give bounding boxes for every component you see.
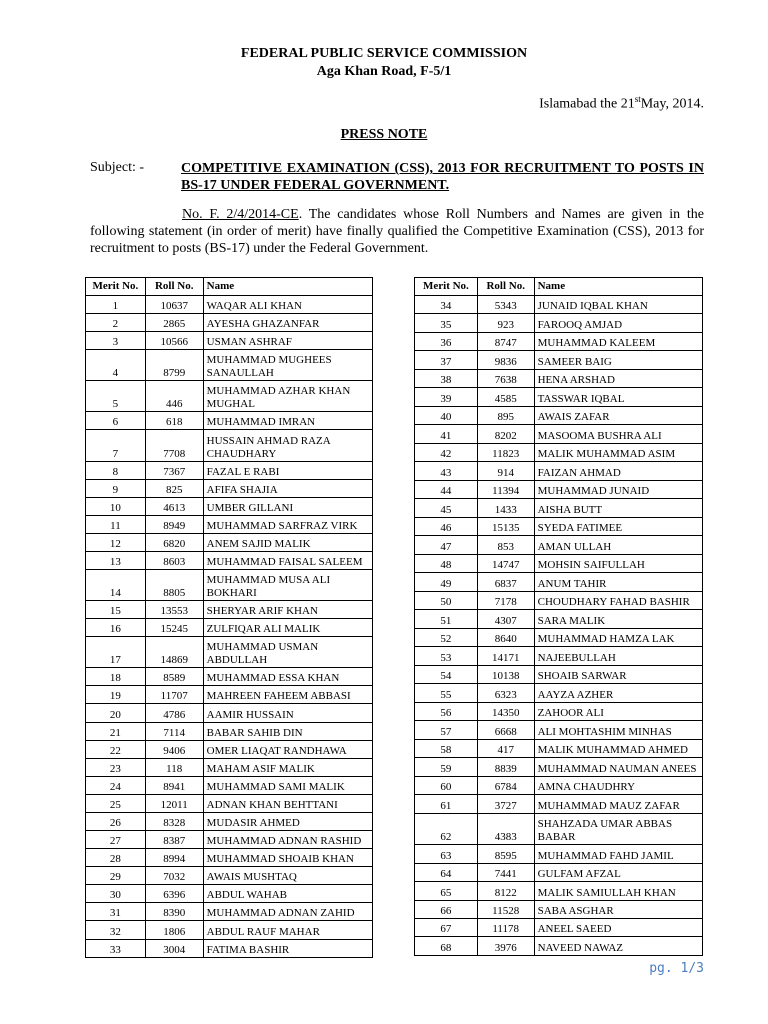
table-row — [86, 430, 373, 461]
name-cell: ANEM SAJID MALIK — [203, 533, 372, 551]
roll-no-cell: 3976 — [477, 937, 534, 955]
table-row — [86, 867, 373, 885]
header-name: Name — [534, 278, 702, 296]
roll-no-cell: 1433 — [477, 499, 534, 517]
name-cell: AWAIS ZAFAR — [534, 406, 702, 424]
name-cell: MUHAMMAD MUSA ALI BOKHARI — [203, 570, 372, 601]
table-row — [415, 882, 703, 900]
merit-no-cell: 31 — [86, 903, 146, 921]
merit-no-cell: 52 — [415, 628, 478, 646]
roll-no-cell: 7178 — [477, 591, 534, 609]
name-cell: AAMIR HUSSAIN — [203, 704, 372, 722]
merit-no-cell: 45 — [415, 499, 478, 517]
table-row — [415, 314, 703, 332]
table-row — [415, 721, 703, 739]
table-row — [415, 937, 703, 955]
name-cell: ANUM TAHIR — [534, 573, 702, 591]
roll-no-cell: 8799 — [145, 350, 203, 381]
date-suffix: st — [634, 94, 641, 104]
name-cell: AISHA BUTT — [534, 499, 702, 517]
merit-no-cell: 59 — [415, 758, 478, 776]
roll-no-cell: 9836 — [477, 351, 534, 369]
roll-no-cell: 923 — [477, 314, 534, 332]
name-cell: AMNA CHAUDHRY — [534, 776, 702, 794]
roll-no-cell: 8328 — [145, 812, 203, 830]
roll-no-cell: 3727 — [477, 795, 534, 813]
roll-no-cell: 8387 — [145, 831, 203, 849]
merit-no-cell: 63 — [415, 845, 478, 863]
table-header-row — [86, 278, 373, 296]
roll-no-cell: 8994 — [145, 849, 203, 867]
table-row — [415, 813, 703, 844]
table-row — [415, 517, 703, 535]
table-row — [86, 668, 373, 686]
roll-no-cell: 853 — [477, 536, 534, 554]
header-name: Name — [203, 278, 372, 296]
table-row — [86, 794, 373, 812]
roll-no-cell: 895 — [477, 406, 534, 424]
roll-no-cell: 14747 — [477, 554, 534, 572]
table-row — [415, 351, 703, 369]
merit-no-cell: 19 — [86, 686, 146, 704]
roll-no-cell: 4585 — [477, 388, 534, 406]
roll-no-cell: 8949 — [145, 515, 203, 533]
merit-no-cell: 54 — [415, 665, 478, 683]
roll-no-cell: 11394 — [477, 480, 534, 498]
table-row — [86, 479, 373, 497]
table-row — [415, 665, 703, 683]
name-cell: MUHAMMAD IMRAN — [203, 412, 372, 430]
table-row — [415, 702, 703, 720]
merit-no-cell: 7 — [86, 430, 146, 461]
roll-no-cell: 914 — [477, 462, 534, 480]
roll-no-cell: 8805 — [145, 570, 203, 601]
table-header-row — [415, 278, 703, 296]
roll-no-cell: 14350 — [477, 702, 534, 720]
merit-no-cell: 50 — [415, 591, 478, 609]
roll-no-cell: 14869 — [145, 637, 203, 668]
name-cell: MUHAMMAD SHOAIB KHAN — [203, 849, 372, 867]
name-cell: FATIMA BASHIR — [203, 939, 372, 957]
merit-no-cell: 17 — [86, 637, 146, 668]
roll-no-cell: 6396 — [145, 885, 203, 903]
table-row — [86, 776, 373, 794]
merit-no-cell: 65 — [415, 882, 478, 900]
table-row — [86, 849, 373, 867]
body-paragraph — [90, 206, 704, 257]
name-cell: USMAN ASHRAF — [203, 332, 372, 350]
body-text: . The candidates whose Roll Numbers and Names are given in the following statement (in order of merit) have finally qualified the Competitive Examination (CSS), 2013 for recruitment to posts (BS-17) under the Federal Government. — [90, 207, 705, 256]
merit-no-cell: 39 — [415, 388, 478, 406]
name-cell: UMBER GILLANI — [203, 497, 372, 515]
name-cell: MUHAMMAD USMAN ABDULLAH — [203, 637, 372, 668]
table-row — [415, 610, 703, 628]
merit-no-cell: 16 — [86, 619, 146, 637]
table-row — [86, 722, 373, 740]
roll-no-cell: 7708 — [145, 430, 203, 461]
table-row — [86, 758, 373, 776]
merit-no-cell: 58 — [415, 739, 478, 757]
name-cell: AAYZA AZHER — [534, 684, 702, 702]
table-row — [415, 388, 703, 406]
roll-no-cell: 8595 — [477, 845, 534, 863]
name-cell: AFIFA SHAJIA — [203, 479, 372, 497]
roll-no-cell: 6820 — [145, 533, 203, 551]
roll-no-cell: 12011 — [145, 794, 203, 812]
name-cell: FAROOQ AMJAD — [534, 314, 702, 332]
roll-no-cell: 8640 — [477, 628, 534, 646]
roll-no-cell: 10566 — [145, 332, 203, 350]
table-row — [86, 533, 373, 551]
name-cell: MASOOMA BUSHRA ALI — [534, 425, 702, 443]
press-date — [539, 94, 704, 113]
name-cell: MUHAMMAD AZHAR KHAN MUGHAL — [203, 381, 372, 412]
table-row — [415, 406, 703, 424]
merit-no-cell: 43 — [415, 462, 478, 480]
merit-no-cell: 12 — [86, 533, 146, 551]
name-cell: SYEDA FATIMEE — [534, 517, 702, 535]
table-row — [415, 499, 703, 517]
name-cell: MUHAMMAD FAHD JAMIL — [534, 845, 702, 863]
roll-no-cell: 5343 — [477, 296, 534, 314]
table-row — [86, 515, 373, 533]
date-prefix: Islamabad the 21 — [539, 96, 635, 112]
name-cell: AWAIS MUSHTAQ — [203, 867, 372, 885]
reference-number: No. F. 2/4/2014-CE — [182, 207, 299, 222]
subject-label: Subject: - — [90, 160, 145, 175]
name-cell: MUHAMMAD ESSA KHAN — [203, 668, 372, 686]
table-row — [86, 332, 373, 350]
table-row — [415, 739, 703, 757]
table-row — [415, 536, 703, 554]
table-row — [415, 647, 703, 665]
table-row — [415, 845, 703, 863]
merit-no-cell: 10 — [86, 497, 146, 515]
roll-no-cell: 15135 — [477, 517, 534, 535]
org-title: FEDERAL PUBLIC SERVICE COMMISSION — [240, 46, 528, 61]
merit-no-cell: 21 — [86, 722, 146, 740]
table-row — [415, 296, 703, 314]
merit-no-cell: 30 — [86, 885, 146, 903]
name-cell: MUHAMMAD SAMI MALIK — [203, 776, 372, 794]
merit-no-cell: 27 — [86, 831, 146, 849]
merit-no-cell: 1 — [86, 296, 146, 314]
merit-no-cell: 11 — [86, 515, 146, 533]
table-row — [415, 425, 703, 443]
merit-no-cell: 67 — [415, 918, 478, 936]
merit-no-cell: 9 — [86, 479, 146, 497]
name-cell: ABDUL RAUF MAHAR — [203, 921, 372, 939]
name-cell: ZULFIQAR ALI MALIK — [203, 619, 372, 637]
roll-no-cell: 7638 — [477, 369, 534, 387]
roll-no-cell: 6837 — [477, 573, 534, 591]
table-row — [415, 591, 703, 609]
merit-no-cell: 28 — [86, 849, 146, 867]
name-cell: SHERYAR ARIF KHAN — [203, 601, 372, 619]
roll-no-cell: 4383 — [477, 813, 534, 844]
roll-no-cell: 11178 — [477, 918, 534, 936]
name-cell: SARA MALIK — [534, 610, 702, 628]
name-cell: ADNAN KHAN BEHTTANI — [203, 794, 372, 812]
merit-no-cell: 62 — [415, 813, 478, 844]
page-number: pg. 1/3 — [649, 961, 704, 976]
roll-no-cell: 10637 — [145, 296, 203, 314]
merit-no-cell: 36 — [415, 332, 478, 350]
merit-no-cell: 2 — [86, 314, 146, 332]
name-cell: MAHAM ASIF MALIK — [203, 758, 372, 776]
table-row — [86, 619, 373, 637]
table-row — [415, 684, 703, 702]
table-row — [86, 740, 373, 758]
name-cell: MUHAMMAD NAUMAN ANEES — [534, 758, 702, 776]
roll-no-cell: 825 — [145, 479, 203, 497]
table-row — [86, 381, 373, 412]
merit-no-cell: 32 — [86, 921, 146, 939]
roll-no-cell: 11823 — [477, 443, 534, 461]
name-cell: SHOAIB SARWAR — [534, 665, 702, 683]
table-row — [86, 903, 373, 921]
table-row — [86, 686, 373, 704]
roll-no-cell: 8202 — [477, 425, 534, 443]
name-cell: MUDASIR AHMED — [203, 812, 372, 830]
roll-no-cell: 6323 — [477, 684, 534, 702]
table-row — [415, 480, 703, 498]
roll-no-cell: 4307 — [477, 610, 534, 628]
name-cell: SABA ASGHAR — [534, 900, 702, 918]
roll-no-cell: 8390 — [145, 903, 203, 921]
merit-no-cell: 3 — [86, 332, 146, 350]
subject-text: COMPETITIVE EXAMINATION (CSS), 2013 FOR RECRUITMENT TO POSTS IN BS-17 UNDER FEDERAL GOVERNMENT. — [181, 161, 704, 193]
roll-no-cell: 3004 — [145, 939, 203, 957]
merit-no-cell: 14 — [86, 570, 146, 601]
table-row — [415, 758, 703, 776]
table-row — [415, 628, 703, 646]
merit-no-cell: 41 — [415, 425, 478, 443]
merit-no-cell: 51 — [415, 610, 478, 628]
merit-no-cell: 29 — [86, 867, 146, 885]
table-row — [86, 704, 373, 722]
merit-no-cell: 24 — [86, 776, 146, 794]
roll-no-cell: 8941 — [145, 776, 203, 794]
roll-no-cell: 7441 — [477, 863, 534, 881]
name-cell: MUHAMMAD ADNAN ZAHID — [203, 903, 372, 921]
name-cell: MALIK SAMIULLAH KHAN — [534, 882, 702, 900]
org-address: Aga Khan Road, F-5/1 — [316, 64, 452, 79]
merit-no-cell: 25 — [86, 794, 146, 812]
merit-no-cell: 57 — [415, 721, 478, 739]
name-cell: AYESHA GHAZANFAR — [203, 314, 372, 332]
roll-no-cell: 8603 — [145, 551, 203, 569]
header-roll-no: Roll No. — [145, 278, 203, 296]
table-row — [415, 776, 703, 794]
name-cell: HUSSAIN AHMAD RAZA CHAUDHARY — [203, 430, 372, 461]
table-row — [415, 795, 703, 813]
roll-no-cell: 1806 — [145, 921, 203, 939]
merit-no-cell: 4 — [86, 350, 146, 381]
roll-no-cell: 11707 — [145, 686, 203, 704]
table-row — [415, 918, 703, 936]
name-cell: MALIK MUHAMMAD ASIM — [534, 443, 702, 461]
table-row — [86, 314, 373, 332]
name-cell: MUHAMMAD JUNAID — [534, 480, 702, 498]
name-cell: ZAHOOR ALI — [534, 702, 702, 720]
name-cell: SHAHZADA UMAR ABBAS BABAR — [534, 813, 702, 844]
name-cell: MOHSIN SAIFULLAH — [534, 554, 702, 572]
table-row — [415, 443, 703, 461]
name-cell: TASSWAR IQBAL — [534, 388, 702, 406]
merit-no-cell: 47 — [415, 536, 478, 554]
header-roll-no: Roll No. — [477, 278, 534, 296]
merit-no-cell: 48 — [415, 554, 478, 572]
name-cell: MUHAMMAD FAISAL SALEEM — [203, 551, 372, 569]
press-note-title: PRESS NOTE — [340, 127, 428, 142]
table-row — [86, 412, 373, 430]
name-cell: BABAR SAHIB DIN — [203, 722, 372, 740]
merit-no-cell: 6 — [86, 412, 146, 430]
name-cell: SAMEER BAIG — [534, 351, 702, 369]
roll-no-cell: 118 — [145, 758, 203, 776]
merit-no-cell: 22 — [86, 740, 146, 758]
table-row — [415, 900, 703, 918]
header-merit-no: Merit No. — [86, 278, 146, 296]
name-cell: MAHREEN FAHEEM ABBASI — [203, 686, 372, 704]
merit-no-cell: 64 — [415, 863, 478, 881]
table-row — [86, 939, 373, 957]
roll-no-cell: 8747 — [477, 332, 534, 350]
table-row — [86, 812, 373, 830]
roll-no-cell: 6784 — [477, 776, 534, 794]
table-row — [415, 462, 703, 480]
roll-no-cell: 8589 — [145, 668, 203, 686]
roll-no-cell: 6668 — [477, 721, 534, 739]
roll-no-cell: 10138 — [477, 665, 534, 683]
name-cell: MUHAMMAD MUGHEES SANAULLAH — [203, 350, 372, 381]
merit-no-cell: 53 — [415, 647, 478, 665]
table-row — [86, 350, 373, 381]
merit-no-cell: 33 — [86, 939, 146, 957]
merit-no-cell: 68 — [415, 937, 478, 955]
table-row — [415, 369, 703, 387]
merit-no-cell: 23 — [86, 758, 146, 776]
merit-no-cell: 5 — [86, 381, 146, 412]
name-cell: JUNAID IQBAL KHAN — [534, 296, 702, 314]
name-cell: NAVEED NAWAZ — [534, 937, 702, 955]
table-row — [86, 601, 373, 619]
name-cell: GULFAM AFZAL — [534, 863, 702, 881]
name-cell: CHOUDHARY FAHAD BASHIR — [534, 591, 702, 609]
roll-no-cell: 14171 — [477, 647, 534, 665]
date-rest: May, 2014. — [640, 96, 704, 112]
table-row — [415, 554, 703, 572]
name-cell: MUHAMMAD ADNAN RASHID — [203, 831, 372, 849]
merit-no-cell: 15 — [86, 601, 146, 619]
name-cell: MUHAMMAD MAUZ ZAFAR — [534, 795, 702, 813]
table-row — [86, 831, 373, 849]
merit-no-cell: 18 — [86, 668, 146, 686]
merit-no-cell: 46 — [415, 517, 478, 535]
header-merit-no: Merit No. — [415, 278, 478, 296]
merit-no-cell: 34 — [415, 296, 478, 314]
merit-no-cell: 37 — [415, 351, 478, 369]
merit-no-cell: 13 — [86, 551, 146, 569]
roll-no-cell: 15245 — [145, 619, 203, 637]
table-row — [86, 497, 373, 515]
merit-no-cell: 26 — [86, 812, 146, 830]
name-cell: MUHAMMAD KALEEM — [534, 332, 702, 350]
roll-no-cell: 4786 — [145, 704, 203, 722]
roll-no-cell: 9406 — [145, 740, 203, 758]
table-row — [415, 332, 703, 350]
merit-table-left — [85, 277, 373, 958]
roll-no-cell: 2865 — [145, 314, 203, 332]
roll-no-cell: 13553 — [145, 601, 203, 619]
table-row — [86, 637, 373, 668]
roll-no-cell: 7114 — [145, 722, 203, 740]
name-cell: WAQAR ALI KHAN — [203, 296, 372, 314]
name-cell: MUHAMMAD SARFRAZ VIRK — [203, 515, 372, 533]
table-row — [86, 296, 373, 314]
name-cell: ALI MOHTASHIM MINHAS — [534, 721, 702, 739]
roll-no-cell: 8122 — [477, 882, 534, 900]
roll-no-cell: 446 — [145, 381, 203, 412]
name-cell: FAIZAN AHMAD — [534, 462, 702, 480]
name-cell: NAJEEBULLAH — [534, 647, 702, 665]
name-cell: ABDUL WAHAB — [203, 885, 372, 903]
name-cell: ANEEL SAEED — [534, 918, 702, 936]
table-row — [86, 461, 373, 479]
name-cell: FAZAL E RABI — [203, 461, 372, 479]
merit-no-cell: 60 — [415, 776, 478, 794]
merit-no-cell: 40 — [415, 406, 478, 424]
merit-table-right — [414, 277, 703, 956]
name-cell: MUHAMMAD HAMZA LAK — [534, 628, 702, 646]
roll-no-cell: 417 — [477, 739, 534, 757]
merit-no-cell: 44 — [415, 480, 478, 498]
merit-no-cell: 61 — [415, 795, 478, 813]
merit-no-cell: 49 — [415, 573, 478, 591]
merit-no-cell: 35 — [415, 314, 478, 332]
roll-no-cell: 618 — [145, 412, 203, 430]
merit-no-cell: 8 — [86, 461, 146, 479]
name-cell: MALIK MUHAMMAD AHMED — [534, 739, 702, 757]
roll-no-cell: 11528 — [477, 900, 534, 918]
merit-no-cell: 55 — [415, 684, 478, 702]
merit-no-cell: 20 — [86, 704, 146, 722]
merit-no-cell: 66 — [415, 900, 478, 918]
name-cell: HENA ARSHAD — [534, 369, 702, 387]
merit-no-cell: 56 — [415, 702, 478, 720]
table-row — [86, 551, 373, 569]
table-row — [415, 573, 703, 591]
merit-no-cell: 38 — [415, 369, 478, 387]
roll-no-cell: 4613 — [145, 497, 203, 515]
roll-no-cell: 7032 — [145, 867, 203, 885]
table-row — [415, 863, 703, 881]
table-row — [86, 921, 373, 939]
table-row — [86, 885, 373, 903]
roll-no-cell: 8839 — [477, 758, 534, 776]
name-cell: OMER LIAQAT RANDHAWA — [203, 740, 372, 758]
table-row — [86, 570, 373, 601]
roll-no-cell: 7367 — [145, 461, 203, 479]
merit-no-cell: 42 — [415, 443, 478, 461]
name-cell: AMAN ULLAH — [534, 536, 702, 554]
